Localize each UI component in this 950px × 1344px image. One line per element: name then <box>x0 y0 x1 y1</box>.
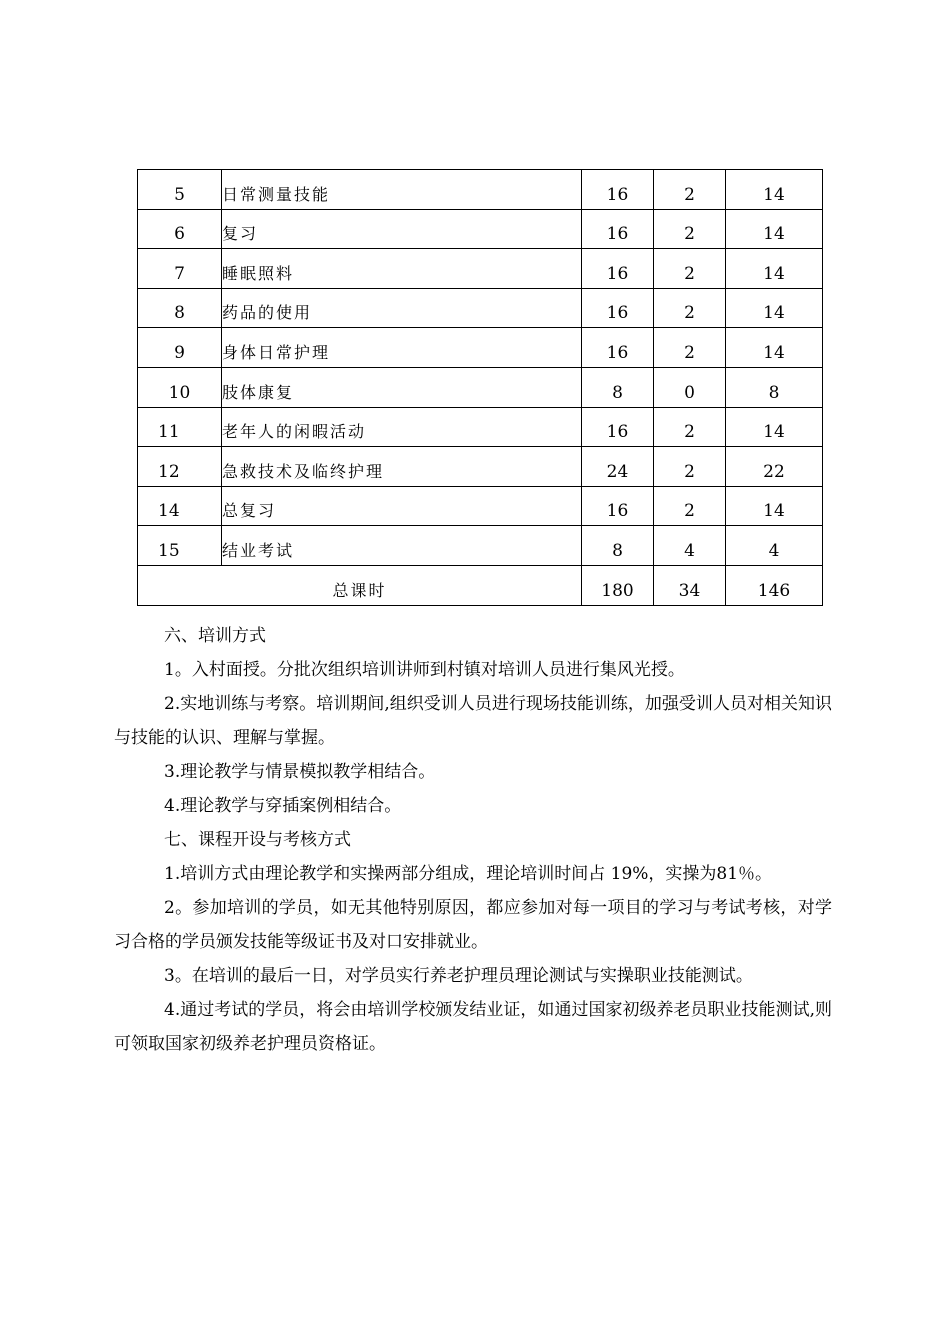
theory-hours: 2 <box>654 249 726 289</box>
section-heading-training-method: 六、培训方式 <box>164 626 266 646</box>
practice-hours: 14 <box>726 486 823 526</box>
total-hours: 8 <box>582 367 654 407</box>
table-row <box>138 526 823 566</box>
course-name: 睡眠照料 <box>222 249 582 289</box>
row-number: 6 <box>138 209 222 249</box>
body-text <box>114 619 832 1061</box>
total-hours-sum: 180 <box>582 565 654 605</box>
paragraph: 1.培训方式由理论教学和实操两部分组成，理论培训时间占 19%，实操为81％。 <box>164 864 773 884</box>
theory-hours: 0 <box>654 367 726 407</box>
course-name: 总复习 <box>222 486 582 526</box>
theory-hours: 2 <box>654 209 726 249</box>
row-number: 7 <box>138 249 222 289</box>
total-hours: 16 <box>582 170 654 210</box>
practice-hours: 14 <box>726 288 823 328</box>
row-number: 9 <box>138 328 222 368</box>
row-number: 5 <box>138 170 222 210</box>
table-row <box>138 367 823 407</box>
theory-hours: 2 <box>654 288 726 328</box>
table-row <box>138 486 823 526</box>
row-number: 12 <box>138 447 222 487</box>
paragraph: 3.理论教学与情景模拟教学相结合。 <box>164 762 436 782</box>
course-name: 身体日常护理 <box>222 328 582 368</box>
table-row <box>138 288 823 328</box>
table-row <box>138 328 823 368</box>
paragraph: 2.实地训练与考察。培训期间,组织受训人员进行现场技能训练，加强受训人员对相关知识与技能的认识、理解与掌握。 <box>114 694 832 748</box>
table-row <box>138 407 823 447</box>
table-row <box>138 447 823 487</box>
practice-hours: 14 <box>726 249 823 289</box>
paragraph: 2。参加培训的学员，如无其他特别原因，都应参加对每一项目的学习与考试考核，对学习合格的学员颁发技能等级证书及对口安排就业。 <box>114 898 832 952</box>
row-number: 10 <box>138 367 222 407</box>
course-name: 日常测量技能 <box>222 170 582 210</box>
paragraph: 4.理论教学与穿插案例相结合。 <box>164 796 402 816</box>
total-hours: 16 <box>582 328 654 368</box>
practice-hours: 22 <box>726 447 823 487</box>
theory-hours: 2 <box>654 447 726 487</box>
theory-hours: 2 <box>654 486 726 526</box>
practice-hours: 8 <box>726 367 823 407</box>
course-name: 药品的使用 <box>222 288 582 328</box>
course-name: 复习 <box>222 209 582 249</box>
total-hours: 16 <box>582 209 654 249</box>
total-hours: 16 <box>582 249 654 289</box>
course-name: 结业考试 <box>222 526 582 566</box>
row-number: 11 <box>138 407 222 447</box>
total-hours: 16 <box>582 288 654 328</box>
total-hours: 8 <box>582 526 654 566</box>
practice-hours: 4 <box>726 526 823 566</box>
total-hours-label: 总课时 <box>138 565 582 605</box>
table-body <box>138 170 823 606</box>
paragraph: 3。在培训的最后一日，对学员实行养老护理员理论测试与实操职业技能测试。 <box>164 966 753 986</box>
row-number: 8 <box>138 288 222 328</box>
table-row <box>138 170 823 210</box>
table-row <box>138 249 823 289</box>
row-number: 15 <box>138 526 222 566</box>
course-name: 肢体康复 <box>222 367 582 407</box>
course-name: 急救技术及临终护理 <box>222 447 582 487</box>
theory-hours: 2 <box>654 170 726 210</box>
theory-hours: 2 <box>654 407 726 447</box>
row-number: 14 <box>138 486 222 526</box>
practice-hours-sum: 146 <box>726 565 823 605</box>
table-row <box>138 209 823 249</box>
paragraph: 4.通过考试的学员，将会由培训学校颁发结业证，如通过国家初级养老员职业技能测试,则可领取国家初级养老护理员资格证。 <box>114 1000 832 1054</box>
theory-hours: 2 <box>654 328 726 368</box>
total-hours: 16 <box>582 407 654 447</box>
practice-hours: 14 <box>726 170 823 210</box>
theory-hours-sum: 34 <box>654 565 726 605</box>
total-row <box>138 565 823 605</box>
course-name: 老年人的闲暇活动 <box>222 407 582 447</box>
practice-hours: 14 <box>726 328 823 368</box>
total-hours: 24 <box>582 447 654 487</box>
practice-hours: 14 <box>726 407 823 447</box>
course-schedule-table <box>137 169 823 606</box>
section-heading-course-assessment: 七、课程开设与考核方式 <box>164 830 351 850</box>
theory-hours: 4 <box>654 526 726 566</box>
paragraph: 1。入村面授。分批次组织培训讲师到村镇对培训人员进行集风光授。 <box>164 660 685 680</box>
total-hours: 16 <box>582 486 654 526</box>
practice-hours: 14 <box>726 209 823 249</box>
